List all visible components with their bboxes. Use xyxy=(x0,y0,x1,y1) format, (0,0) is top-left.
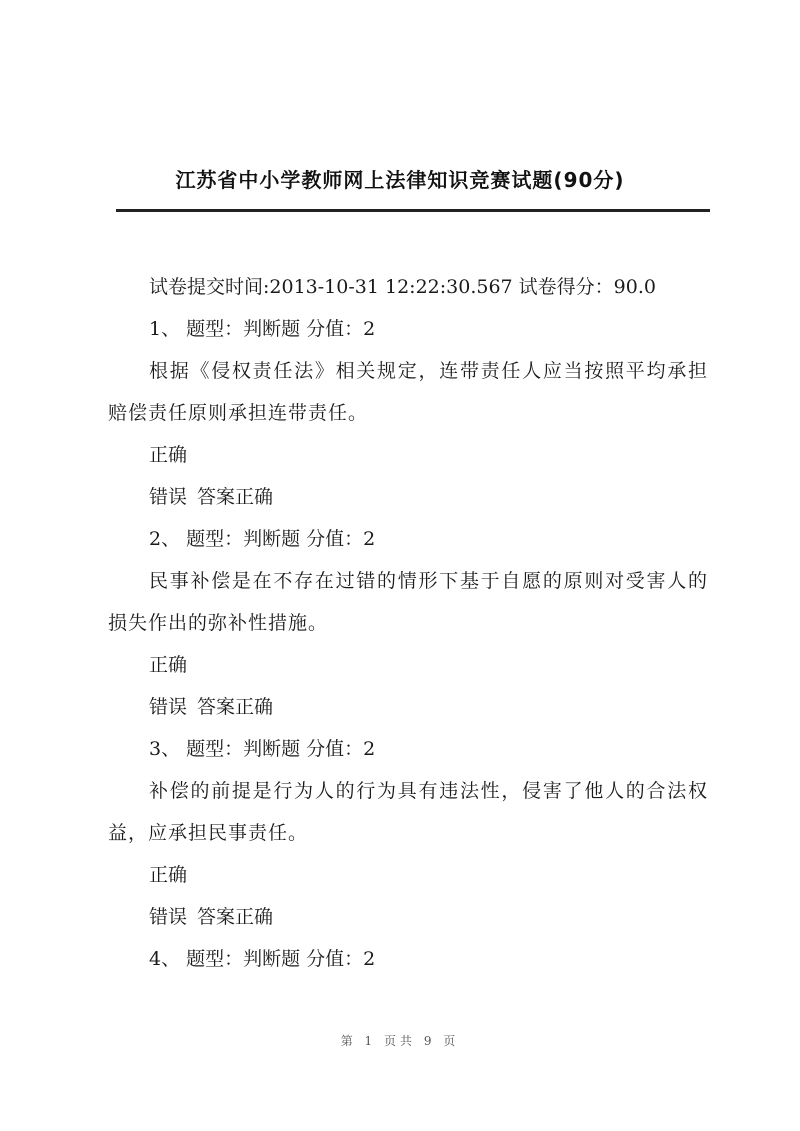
question-text: 根据《侵权责任法》相关规定，连带责任人应当按照平均承担赔偿责任原则承担连带责任。 xyxy=(108,360,708,424)
option-true: 正确 xyxy=(149,654,188,676)
question-header: 1、 题型：判断题 分值：2 xyxy=(149,318,376,340)
option-false-row xyxy=(108,896,708,938)
question-header: 2、 题型：判断题 分值：2 xyxy=(149,528,376,550)
page-number-footer: 第 1 页共 9 页 xyxy=(340,1034,460,1048)
option-true: 正确 xyxy=(149,444,188,466)
question-text: 补偿的前提是行为人的行为具有违法性，侵害了他人的合法权益，应承担民事责任。 xyxy=(108,780,708,844)
question-text: 民事补偿是在不存在过错的情形下基于自愿的原则对受害人的损失作出的弥补性措施。 xyxy=(108,570,708,634)
option-false: 错误 xyxy=(149,906,188,928)
answer-label: 答案正确 xyxy=(197,906,274,928)
question-header: 3、 题型：判断题 分值：2 xyxy=(149,738,376,760)
question-header: 4、 题型：判断题 分值：2 xyxy=(149,948,376,970)
option-false-row xyxy=(108,686,708,728)
submit-info: 试卷提交时间:2013-10-31 12:22:30.567 试卷得分：90.0 xyxy=(149,276,656,298)
title-underline xyxy=(116,209,710,212)
answer-label: 答案正确 xyxy=(197,696,274,718)
document-title: 江苏省中小学教师网上法律知识竞赛试题(90分) xyxy=(175,168,625,192)
option-false-row xyxy=(108,476,708,518)
answer-label: 答案正确 xyxy=(197,486,274,508)
option-true: 正确 xyxy=(149,864,188,886)
option-false: 错误 xyxy=(149,696,188,718)
option-false: 错误 xyxy=(149,486,188,508)
document-body xyxy=(108,266,708,980)
